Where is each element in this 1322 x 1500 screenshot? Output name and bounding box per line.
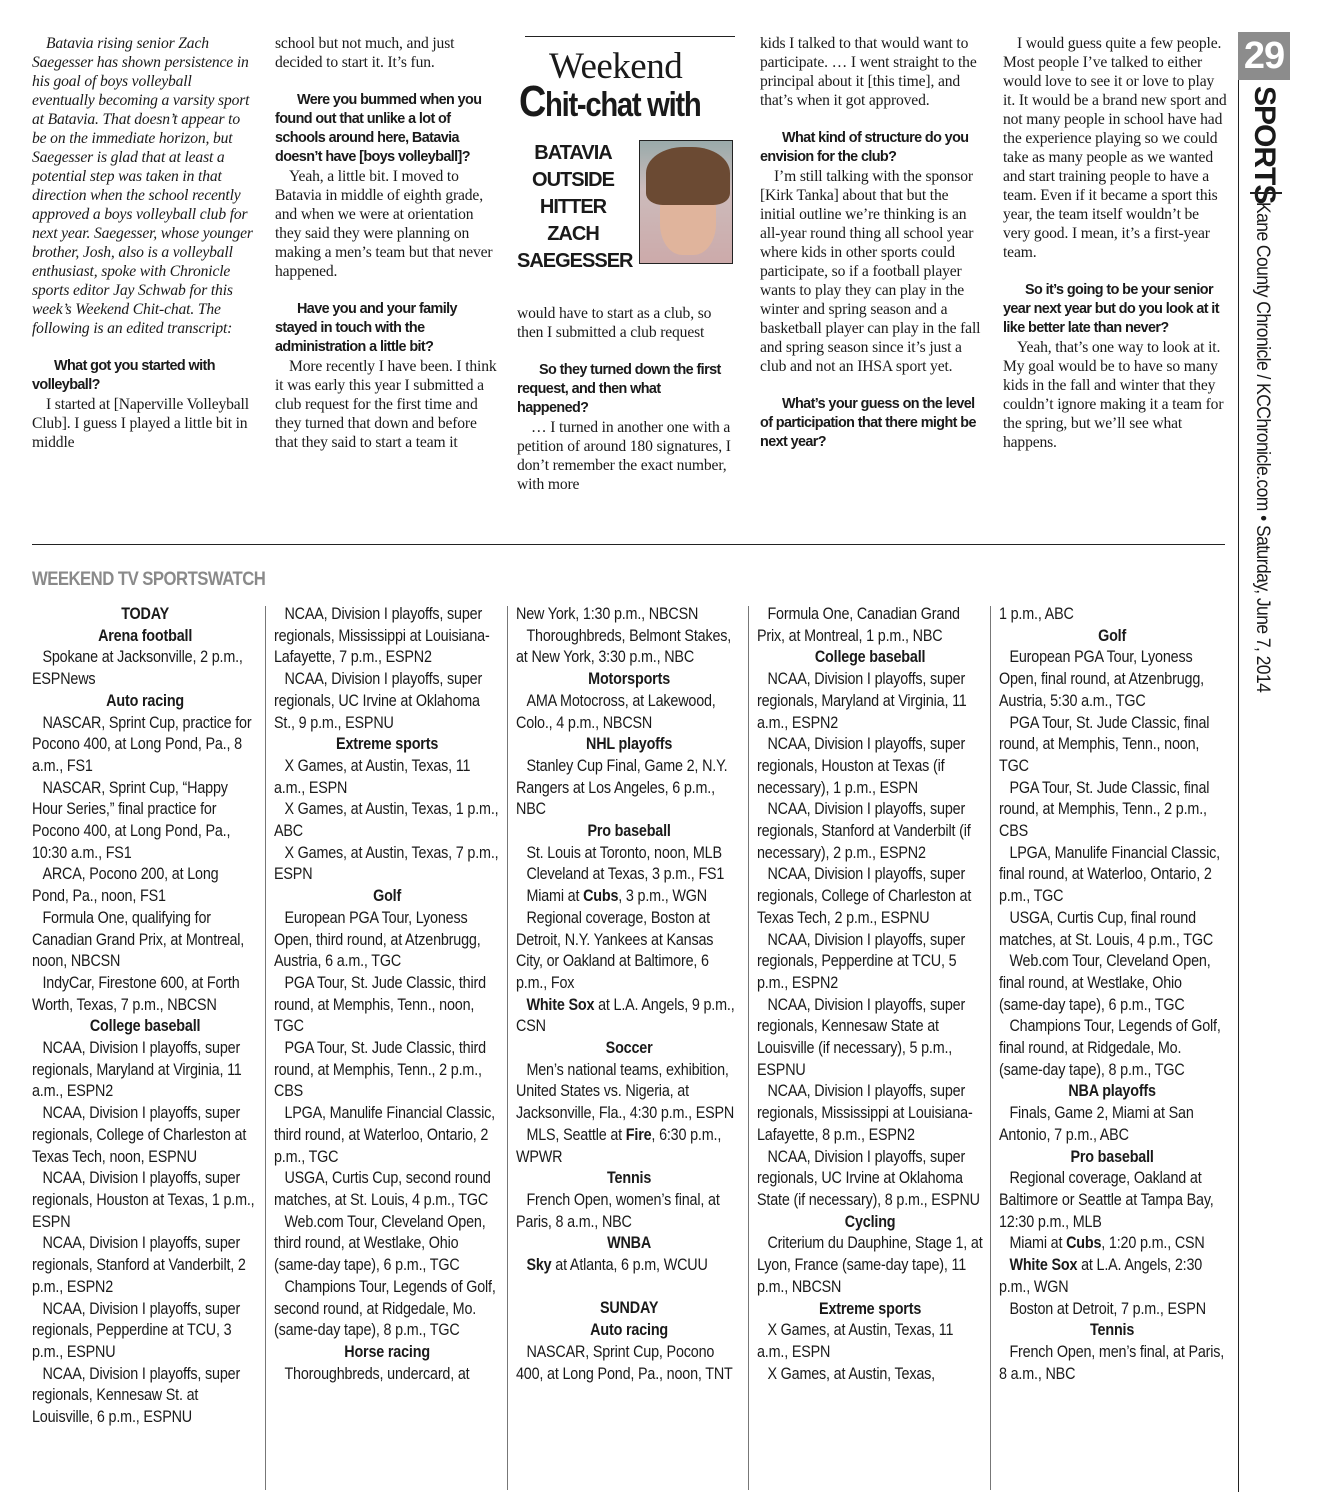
listing-entry: NCAA, Division I playoffs, super regionals, College of Charleston at Texas Tech, noon, ESPNU (32, 1104, 247, 1166)
team-name: Cubs (583, 887, 619, 906)
listing-category-heading: Horse racing (344, 1342, 430, 1361)
listing-category-heading: Tennis (1090, 1321, 1135, 1340)
listing-category-heading: Tennis (607, 1169, 652, 1188)
listings-column-1 (32, 604, 258, 1494)
interview-answer: kids I talked to that would want to participate. … I went straight to the principal about it [this time], and that’s when it got approved. (760, 35, 977, 109)
listing-entry (516, 1255, 742, 1277)
listing-entry (999, 1255, 1225, 1298)
listing-entry: Thoroughbreds, undercard, at (284, 1364, 470, 1383)
listing-entry: IndyCar, Firestone 600, at Forth Worth, Texas, 7 p.m., NBCSN (32, 973, 240, 1014)
listing-entry (516, 995, 742, 1038)
article-column-4 (760, 34, 984, 452)
interview-question: What’s your guess on the level of participation that there might be next year? (760, 396, 976, 450)
listing-category-heading: Soccer (605, 1039, 653, 1058)
listing-entry: NCAA, Division I playoffs, super regionals, Maryland at Virginia, 11 a.m., ESPN2 (32, 1039, 242, 1101)
listing-entry: NASCAR, Sprint Cup, Pocono 400, at Long Pond, Pa., noon, TNT (516, 1342, 733, 1383)
column-divider (265, 606, 266, 1490)
listing-text: MLS, Seattle at (526, 1125, 626, 1144)
listing-entry: NCAA, Division I playoffs, super regionals, Houston at Texas (if necessary), 1 p.m., ESPN (757, 735, 966, 797)
listing-entry: X Games, at Austin, Texas, 11 a.m., ESPN (757, 1321, 954, 1361)
listing-entry: PGA Tour, St. Jude Classic, third round, at Memphis, Tenn., noon, TGC (274, 973, 486, 1036)
listing-entry: Champions Tour, Legends of Golf, final round, at Ridgedale, Mo. (same-day tape), 8 p.m., TGC (999, 1017, 1221, 1079)
interview-question: Have you and your family stayed in touch with the administration a little bit? (275, 301, 457, 355)
listing-category-heading: NHL playoffs (586, 735, 673, 754)
listing-entry: NASCAR, Sprint Cup, practice for Pocono 400, at Long Pond, Pa., 8 a.m., FS1 (32, 713, 252, 775)
listing-entry: NCAA, Division I playoffs, super regionals, Mississippi at Louisiana-Lafayette, 8 p.m., ESPN2 (757, 1082, 973, 1144)
listing-entry: NCAA, Division I playoffs, super regionals, Kennesaw St. at Louisville, 6 p.m., ESPNU (32, 1364, 241, 1427)
listing-entry: Men’s national teams, exhibition, United States vs. Nigeria, at Jacksonville, Fla., 4:30 p.m., ESPN (516, 1060, 735, 1123)
listing-entry: NCAA, Division I playoffs, super regionals, Stanford at Vanderbilt, 2 p.m., ESPN2 (32, 1234, 246, 1296)
listings-column-4 (757, 604, 983, 1494)
listing-entry: USGA, Curtis Cup, second round matches, at St. Louis, 4 p.m., TGC (274, 1169, 491, 1209)
listing-entry: NASCAR, Sprint Cup, “Happy Hour Series,” final practice for Pocono 400, at Long Pond, Pa., 10:30 a.m., FS1 (32, 778, 231, 862)
listing-entry: Stanley Cup Final, Game 2, N.Y. Rangers at Los Angeles, 6 p.m., NBC (516, 756, 728, 819)
team-name: Cubs (1066, 1234, 1102, 1253)
listing-entry: PGA Tour, St. Jude Classic, final round, at Memphis, Tenn., 2 p.m., CBS (999, 778, 1210, 841)
listing-entry: ARCA, Pocono 200, at Long Pond, Pa., noon, FS1 (32, 865, 219, 906)
listing-entry: PGA Tour, St. Jude Classic, final round, at Memphis, Tenn., noon, TGC (999, 713, 1210, 775)
listing-entry: Regional coverage, Boston at Detroit, N.Y. Yankees at Kansas City, or Oakland at Baltimore, 6 p.m., Fox (516, 908, 714, 992)
interview-question: So it’s going to be your senior year next year but do you look at it like better late than never? (1003, 282, 1219, 336)
spacer (516, 1277, 742, 1299)
listing-entry: X Games, at Austin, Texas, 1 p.m., ABC (274, 800, 499, 841)
subject-label: BATAVIA OUTSIDE HITTER ZACH SAEGESSER (517, 142, 633, 272)
listing-text: , 3 p.m., WGN (618, 887, 707, 906)
listing-category-heading: WNBA (607, 1234, 652, 1253)
listing-text: at Atlanta, 6 p.m, WCUU (551, 1256, 708, 1275)
listing-entry: NCAA, Division I playoffs, super regionals, Houston at Texas, 1 p.m., ESPN (32, 1169, 255, 1231)
listing-entry: AMA Motocross, at Lakewood, Colo., 4 p.m., NBCSN (516, 691, 716, 732)
listing-category-heading: NBA playoffs (1068, 1082, 1156, 1101)
listing-category-heading: Extreme sports (336, 735, 439, 754)
sidebar-rule (1238, 32, 1239, 1492)
interview-answer: More recently I have been. I think it was early this year I submitted a club request for the first time and they turned that down and before that they said to start a team it (275, 358, 497, 451)
listing-entry: NCAA, Division I playoffs, super regionals, Maryland at Virginia, 11 a.m., ESPN2 (757, 670, 967, 732)
team-name: Fire (625, 1125, 652, 1144)
listing-category-heading: SUNDAY (599, 1299, 659, 1318)
interview-answer: school but not much, and just decided to start it. It’s fun. (275, 35, 455, 71)
listing-category-heading: Extreme sports (819, 1299, 922, 1318)
listing-entry: LPGA, Manulife Financial Classic, third round, at Waterloo, Ontario, 2 p.m., TGC (274, 1104, 495, 1166)
listing-entry (516, 886, 742, 908)
listing-entry: X Games, at Austin, Texas, 7 p.m., ESPN (274, 843, 499, 884)
listing-entry: Spokane at Jacksonville, 2 p.m., ESPNews (32, 648, 243, 689)
listing-entry: Finals, Game 2, Miami at San Antonio, 7 p.m., ABC (999, 1104, 1194, 1144)
listing-category-heading: Cycling (844, 1212, 896, 1231)
column-divider (748, 606, 749, 1490)
listing-entry: Formula One, Canadian Grand Prix, at Montreal, 1 p.m., NBC (757, 605, 960, 645)
interview-question: Were you bummed when you found out that unlike a lot of schools around here, Batavia doesn’t have [boys volleyball]? (275, 92, 482, 165)
article-column-1 (32, 34, 256, 452)
listing-entry: LPGA, Manulife Financial Classic, final round, at Waterloo, Ontario, 2 p.m., TGC (999, 843, 1220, 906)
section-divider (1250, 192, 1282, 194)
column-divider (507, 606, 508, 1490)
interview-answer: Yeah, a little bit. I moved to Batavia in middle of eighth grade, and when we were at orientation they said they were planning on making a men’s team but that never happened. (275, 168, 493, 280)
listing-entry: 1 p.m., ABC (999, 605, 1074, 623)
listing-entry: Web.com Tour, Cleveland Open, final round, at Westlake, Ohio (same-day tape), 6 p.m., TGC (999, 952, 1211, 1014)
listing-entry: Formula One, qualifying for Canadian Grand Prix, at Montreal, noon, NBCSN (32, 908, 245, 971)
listing-text: , 6:30 p.m., WPWR (516, 1125, 722, 1166)
listing-entry: NCAA, Division I playoffs, super regionals, Mississippi at Louisiana-Lafayette, 7 p.m., ESPN2 (274, 605, 490, 667)
listing-entry (516, 1125, 742, 1168)
header-rule (525, 36, 735, 37)
interview-answer: … I turned in another one with a petition of around 180 signatures, I don’t remember the exact number, with more (517, 419, 731, 493)
page-sidebar (1238, 32, 1290, 693)
listing-entry: NCAA, Division I playoffs, super regionals, Kennesaw State at Louisville (if necessary), 5 p.m., ESPNU (757, 995, 966, 1079)
listing-entry: USGA, Curtis Cup, final round matches, at St. Louis, 4 p.m., TGC (999, 908, 1214, 949)
listing-entry: X Games, at Austin, Texas, 11 a.m., ESPN (274, 756, 471, 797)
section-name: SPORTS (1248, 86, 1281, 204)
listing-category-heading: Auto racing (106, 691, 185, 710)
listing-entry: NCAA, Division I playoffs, super regionals, College of Charleston at Texas Tech, 2 p.m., ESPNU (757, 865, 972, 927)
listing-entry: Criterium du Dauphine, Stage 1, at Lyon, France (same-day tape), 11 p.m., NBCSN (757, 1234, 983, 1296)
listing-category-heading: Motorsports (588, 670, 671, 689)
listing-entry: NCAA, Division I playoffs, super regionals, UC Irvine at Oklahoma State (if necessary), 8 p.m., ESPNU (757, 1147, 980, 1209)
column-divider (990, 606, 991, 1490)
listing-entry: Web.com Tour, Cleveland Open, third round, at Westlake, Ohio (same-day tape), 6 p.m., TGC (274, 1212, 486, 1275)
article-column-2 (275, 34, 499, 452)
listing-entry: NCAA, Division I playoffs, super regionals, Stanford at Vanderbilt (if necessary), 2 p.m., ESPN2 (757, 800, 971, 862)
interview-answer: I would guess quite a few people. Most people I’ve talked to either would love to see it or love to play it. It would be a brand new sport and not many people in school have had the experience playing so we could take as many people as we wanted and start training people to have a team. Even if it became a sport this year, the team itself wouldn’t be very good. I mean, it’s a first-year team. (1003, 35, 1227, 261)
article-intro: Batavia rising senior Zach Saegesser has shown persistence in his goal of boys volleyball eventually becoming a varsity sport at Batavia. That doesn’t appear to be on the immediate horizon, but Saegesser is glad that at least a potential step was taken in that direction when the school recently approved a boys volleyball club for next year. Saegesser, whose younger brother, Josh, also is a volleyball enthusiast, spoke with Chronicle sports editor Jay Schwab for this week’s Weekend Chit-chat. The following is an edited transcript: (32, 35, 253, 337)
listing-entry: NCAA, Division I playoffs, super regionals, Pepperdine at TCU, 3 p.m., ESPNU (32, 1299, 241, 1361)
listing-entry: European PGA Tour, Lyoness Open, final round, at Atzenbrugg, Austria, 5:30 a.m., TGC (999, 648, 1204, 710)
listing-category-heading: College baseball (89, 1017, 201, 1036)
interview-question: What got you started with volleyball? (32, 358, 215, 393)
listing-entry: French Open, men’s final, at Paris, 8 a.m., NBC (999, 1342, 1225, 1383)
feature-header (517, 36, 735, 272)
section-divider-rule (32, 544, 1225, 545)
listing-category-heading: Pro baseball (587, 822, 671, 841)
listing-category-heading: Arena football (98, 626, 193, 645)
listing-entry: X Games, at Austin, Texas, (767, 1364, 935, 1383)
interview-answer: I started at [Naperville Volleyball Club]. I guess I played a little bit in middle (32, 396, 249, 451)
listing-text: at L.A. Angels, 9 p.m., CSN (516, 995, 735, 1036)
listing-entry: Regional coverage, Oakland at Baltimore or Seattle at Tampa Bay, 12:30 p.m., MLB (999, 1169, 1214, 1231)
interview-answer: Yeah, that’s one way to look at it. My goal would be to have so many kids in the fall and winter that they couldn’t ignore making it a team for the spring, but we’ll see what happens. (1003, 339, 1224, 451)
interview-question: So they turned down the first request, and then what happened? (517, 362, 721, 416)
listing-category-heading: Auto racing (590, 1321, 669, 1340)
listing-text: Miami at (1009, 1234, 1067, 1253)
listings-column-2 (274, 604, 500, 1494)
listing-entry: NCAA, Division I playoffs, super regionals, UC Irvine at Oklahoma St., 9 p.m., ESPNU (274, 670, 483, 732)
listing-entry: PGA Tour, St. Jude Classic, third round, at Memphis, Tenn., 2 p.m., CBS (274, 1039, 486, 1101)
listing-entry: New York, 1:30 p.m., NBCSN (516, 605, 699, 623)
listing-entry: St. Louis at Toronto, noon, MLB (526, 843, 722, 862)
team-name: White Sox (1009, 1256, 1078, 1275)
listing-category-heading: TODAY (121, 605, 169, 623)
team-name: Sky (526, 1256, 552, 1275)
listing-category-heading: Golf (373, 887, 402, 906)
interview-answer: I’m still talking with the sponsor [Kirk Tanka] about that but the initial outline we’re thinking is an all-year round thing all school year where kids in other sports could participate, so if a football player wants to play they can play in the winter and spring season and a basketball player can play in the fall and spring season since it’s just a club and not an IHSA sport yet. (760, 168, 981, 375)
publication-dateline: Kane County Chronicle / KCChronicle.com • Saturday, June 7, 2014 (1252, 202, 1273, 693)
listing-category-heading: Pro baseball (1070, 1147, 1154, 1166)
listing-category-heading: Golf (1098, 626, 1127, 645)
page-number: 29 (1238, 32, 1290, 80)
listing-text: , 1:20 p.m., CSN (1101, 1234, 1205, 1253)
title-rest: hit-chat with (545, 86, 701, 124)
listing-entry: French Open, women’s final, at Paris, 8 a.m., NBC (516, 1190, 720, 1231)
title-initial: C (519, 77, 546, 126)
header-kicker: Weekend (549, 46, 683, 87)
article-column-5 (1003, 34, 1227, 452)
listing-text: Miami at (526, 887, 584, 906)
header-title (519, 77, 705, 126)
listing-category-heading: College baseball (814, 648, 926, 667)
interview-question: What kind of structure do you envision for the club? (760, 130, 969, 165)
listing-entry: Boston at Detroit, 7 p.m., ESPN (1009, 1299, 1206, 1318)
listing-entry: NCAA, Division I playoffs, super regionals, Pepperdine at TCU, 5 p.m., ESPN2 (757, 930, 966, 992)
listings-column-3 (516, 604, 742, 1494)
listing-entry (999, 1233, 1225, 1255)
listing-entry: Champions Tour, Legends of Golf, second round, at Ridgedale, Mo. (same-day tape), 8 p.m., TGC (274, 1277, 496, 1340)
listings-title: WEEKEND TV SPORTSWATCH (32, 569, 266, 590)
listing-entry: European PGA Tour, Lyoness Open, third round, at Atzenbrugg, Austria, 6 a.m., TGC (274, 908, 481, 971)
listing-entry: Cleveland at Texas, 3 p.m., FS1 (526, 865, 725, 884)
article-column-3 (517, 304, 735, 494)
subject-photo (639, 140, 733, 264)
interview-answer: would have to start as a club, so then I submitted a club request (517, 305, 712, 341)
listing-text: at L.A. Angels, 2:30 p.m., WGN (999, 1256, 1203, 1296)
listing-entry: Thoroughbreds, Belmont Stakes, at New York, 3:30 p.m., NBC (516, 626, 732, 667)
listings-column-5 (999, 604, 1225, 1494)
team-name: White Sox (526, 995, 595, 1014)
